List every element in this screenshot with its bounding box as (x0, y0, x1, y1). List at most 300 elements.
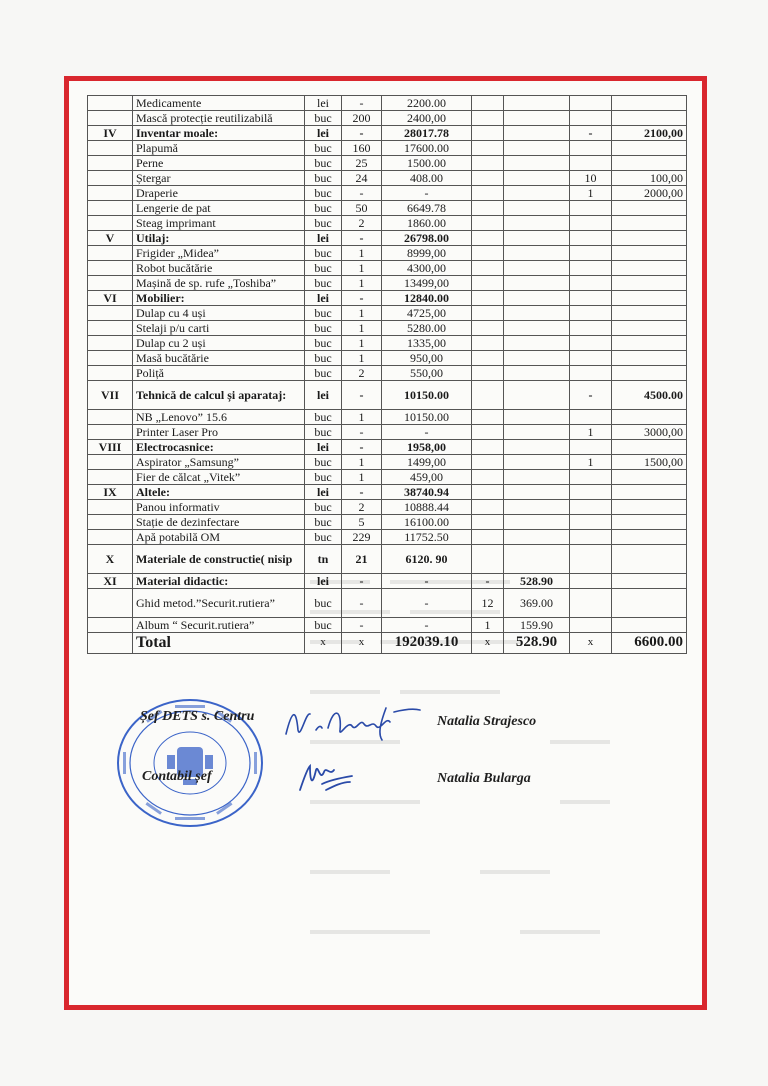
cell-c5 (472, 186, 504, 201)
director-signature (282, 700, 422, 746)
total-row (88, 633, 687, 654)
total-c5: x (472, 633, 504, 654)
cell-c7 (570, 291, 612, 306)
cell-c8 (612, 500, 687, 515)
cell-c6 (504, 171, 570, 186)
table-row (88, 201, 687, 216)
cell-nr (88, 351, 133, 366)
table-row (88, 618, 687, 633)
cell-sum: 2200.00 (382, 96, 472, 111)
cell-c6 (504, 381, 570, 410)
total-unit_mark: x (305, 633, 342, 654)
cell-unit: lei (305, 126, 342, 141)
cell-sum: 17600.00 (382, 141, 472, 156)
cell-c6 (504, 306, 570, 321)
table-row (88, 126, 687, 141)
cell-name: Dulap cu 2 uși (133, 336, 305, 351)
cell-c7 (570, 351, 612, 366)
cell-c7: - (570, 126, 612, 141)
table-row (88, 186, 687, 201)
cell-qty: 1 (342, 455, 382, 470)
cell-qty: - (342, 96, 382, 111)
cell-c8 (612, 111, 687, 126)
cell-c5 (472, 351, 504, 366)
cell-name: Utilaj: (133, 231, 305, 246)
cell-sum: 12840.00 (382, 291, 472, 306)
cell-c5 (472, 231, 504, 246)
cell-nr (88, 156, 133, 171)
cell-name: Perne (133, 156, 305, 171)
cell-qty: 1 (342, 276, 382, 291)
table-row (88, 574, 687, 589)
cell-c6: 369.00 (504, 589, 570, 618)
cell-sum: 6649.78 (382, 201, 472, 216)
cell-name: Medicamente (133, 96, 305, 111)
cell-c8: 2100,00 (612, 126, 687, 141)
cell-unit: lei (305, 291, 342, 306)
cell-unit: buc (305, 500, 342, 515)
cell-c6 (504, 440, 570, 455)
cell-c8: 3000,00 (612, 425, 687, 440)
cell-unit: lei (305, 96, 342, 111)
cell-name: Robot bucătărie (133, 261, 305, 276)
cell-nr (88, 321, 133, 336)
cell-c7: 1 (570, 425, 612, 440)
cell-c8 (612, 440, 687, 455)
cell-c8 (612, 276, 687, 291)
cell-qty: - (342, 381, 382, 410)
cell-c5 (472, 201, 504, 216)
table-row (88, 321, 687, 336)
cell-c7 (570, 515, 612, 530)
cell-nr (88, 261, 133, 276)
cell-qty: 1 (342, 351, 382, 366)
cell-sum: 5280.00 (382, 321, 472, 336)
table-row (88, 171, 687, 186)
cell-c7 (570, 500, 612, 515)
cell-c8 (612, 216, 687, 231)
cell-c8 (612, 336, 687, 351)
table-row (88, 381, 687, 410)
cell-c5 (472, 156, 504, 171)
cell-c8 (612, 530, 687, 545)
cell-c8 (612, 306, 687, 321)
cell-c6 (504, 545, 570, 574)
cell-c5 (472, 425, 504, 440)
cell-c8 (612, 321, 687, 336)
cell-c5 (472, 216, 504, 231)
cell-qty: - (342, 231, 382, 246)
cell-c7 (570, 321, 612, 336)
total-label: Total (133, 633, 305, 654)
cell-c7 (570, 618, 612, 633)
cell-nr: VIII (88, 440, 133, 455)
cell-nr (88, 276, 133, 291)
cell-c7 (570, 589, 612, 618)
cell-c7 (570, 216, 612, 231)
cell-unit: buc (305, 425, 342, 440)
table-row (88, 500, 687, 515)
cell-qty: 2 (342, 366, 382, 381)
cell-name: Mobilier: (133, 291, 305, 306)
cell-unit: buc (305, 186, 342, 201)
cell-nr: X (88, 545, 133, 574)
cell-sum: - (382, 589, 472, 618)
cell-qty: 200 (342, 111, 382, 126)
table-row (88, 246, 687, 261)
cell-unit: lei (305, 231, 342, 246)
cell-unit: buc (305, 216, 342, 231)
cell-name: NB „Lenovo” 15.6 (133, 410, 305, 425)
cell-c8 (612, 291, 687, 306)
cell-qty: - (342, 618, 382, 633)
cell-c7 (570, 336, 612, 351)
cell-name: Stelaji p/u carti (133, 321, 305, 336)
cell-nr (88, 530, 133, 545)
cell-c7 (570, 470, 612, 485)
cell-name: Tehnică de calcul și aparataj: (133, 381, 305, 410)
inventory-table (87, 95, 687, 654)
cell-qty: - (342, 186, 382, 201)
cell-unit: buc (305, 246, 342, 261)
cell-nr (88, 216, 133, 231)
cell-c6 (504, 351, 570, 366)
cell-name: Draperie (133, 186, 305, 201)
cell-c6 (504, 515, 570, 530)
cell-sum: 8999,00 (382, 246, 472, 261)
cell-qty: 1 (342, 306, 382, 321)
cell-qty: 25 (342, 156, 382, 171)
cell-c6 (504, 455, 570, 470)
cell-name: Panou informativ (133, 500, 305, 515)
cell-nr (88, 455, 133, 470)
table-row (88, 515, 687, 530)
cell-c6: 159.90 (504, 618, 570, 633)
cell-sum: 6120. 90 (382, 545, 472, 574)
cell-c5 (472, 381, 504, 410)
cell-c8 (612, 261, 687, 276)
cell-qty: 1 (342, 261, 382, 276)
cell-sum: 16100.00 (382, 515, 472, 530)
cell-c5 (472, 321, 504, 336)
cell-c5: - (472, 574, 504, 589)
cell-c6 (504, 336, 570, 351)
cell-c8: 100,00 (612, 171, 687, 186)
cell-sum: 4725,00 (382, 306, 472, 321)
table-row (88, 530, 687, 545)
cell-c8 (612, 96, 687, 111)
cell-c7 (570, 276, 612, 291)
cell-unit: buc (305, 171, 342, 186)
table-row (88, 291, 687, 306)
table-row (88, 545, 687, 574)
cell-c5 (472, 455, 504, 470)
cell-qty: 1 (342, 321, 382, 336)
cell-sum: 1499,00 (382, 455, 472, 470)
cell-name: Dulap cu 4 uși (133, 306, 305, 321)
cell-nr: VI (88, 291, 133, 306)
cell-c6 (504, 126, 570, 141)
cell-name: Ghid metod.”Securit.rutiera” (133, 589, 305, 618)
cell-name: Fier de călcat „Vitek” (133, 470, 305, 485)
cell-unit: buc (305, 156, 342, 171)
cell-c6 (504, 530, 570, 545)
cell-name: Electrocasnice: (133, 440, 305, 455)
cell-c6 (504, 246, 570, 261)
cell-c6 (504, 425, 570, 440)
cell-qty: - (342, 589, 382, 618)
cell-sum: - (382, 186, 472, 201)
cell-c8 (612, 156, 687, 171)
cell-sum: 11752.50 (382, 530, 472, 545)
accountant-name: Natalia Bularga (437, 771, 531, 786)
cell-c8 (612, 246, 687, 261)
cell-nr (88, 306, 133, 321)
cell-nr: IV (88, 126, 133, 141)
cell-unit: buc (305, 336, 342, 351)
accountant-signature (296, 760, 356, 796)
cell-sum: 408.00 (382, 171, 472, 186)
cell-c7: 1 (570, 186, 612, 201)
director-name: Natalia Strajesco (437, 714, 537, 729)
cell-c5 (472, 530, 504, 545)
cell-c5 (472, 470, 504, 485)
cell-c6 (504, 366, 570, 381)
cell-c8 (612, 574, 687, 589)
cell-c6 (504, 141, 570, 156)
cell-c6 (504, 96, 570, 111)
cell-sum: 4300,00 (382, 261, 472, 276)
table-row (88, 470, 687, 485)
cell-c7 (570, 440, 612, 455)
accountant-title: Contabil șef (142, 769, 212, 784)
cell-unit: buc (305, 306, 342, 321)
cell-c7: - (570, 381, 612, 410)
cell-unit: buc (305, 111, 342, 126)
table-row (88, 96, 687, 111)
cell-name: Album “ Securit.rutiera” (133, 618, 305, 633)
total-nr (88, 633, 133, 654)
cell-unit: buc (305, 530, 342, 545)
cell-c6 (504, 410, 570, 425)
cell-nr: VII (88, 381, 133, 410)
cell-c7 (570, 231, 612, 246)
cell-c8 (612, 515, 687, 530)
total-qty_mark: x (342, 633, 382, 654)
cell-unit: buc (305, 589, 342, 618)
cell-nr (88, 111, 133, 126)
table-row (88, 351, 687, 366)
table-row (88, 156, 687, 171)
cell-name: Masă bucătărie (133, 351, 305, 366)
cell-unit: tn (305, 545, 342, 574)
cell-unit: buc (305, 321, 342, 336)
table-row (88, 425, 687, 440)
cell-name: Frigider „Midea” (133, 246, 305, 261)
cell-sum: 28017.78 (382, 126, 472, 141)
cell-c6 (504, 500, 570, 515)
table-row (88, 276, 687, 291)
table-row (88, 306, 687, 321)
cell-unit: buc (305, 515, 342, 530)
cell-c8 (612, 589, 687, 618)
cell-nr (88, 246, 133, 261)
cell-qty: 50 (342, 201, 382, 216)
cell-c8: 2000,00 (612, 186, 687, 201)
cell-c7 (570, 574, 612, 589)
cell-sum: - (382, 574, 472, 589)
cell-qty: 21 (342, 545, 382, 574)
cell-nr (88, 186, 133, 201)
cell-c8 (612, 351, 687, 366)
cell-nr (88, 410, 133, 425)
cell-nr (88, 515, 133, 530)
cell-c8 (612, 410, 687, 425)
cell-c6 (504, 201, 570, 216)
cell-c8 (612, 485, 687, 500)
cell-c8: 1500,00 (612, 455, 687, 470)
cell-c7 (570, 96, 612, 111)
cell-c6 (504, 276, 570, 291)
cell-c5 (472, 96, 504, 111)
total-c7: x (570, 633, 612, 654)
cell-c7 (570, 530, 612, 545)
cell-c6 (504, 231, 570, 246)
cell-c5 (472, 410, 504, 425)
cell-unit: buc (305, 351, 342, 366)
cell-c7: 10 (570, 171, 612, 186)
cell-c5 (472, 246, 504, 261)
cell-c7 (570, 141, 612, 156)
cell-c7 (570, 201, 612, 216)
cell-c6 (504, 156, 570, 171)
table-row (88, 216, 687, 231)
cell-unit: buc (305, 410, 342, 425)
cell-c7 (570, 545, 612, 574)
cell-name: Ștergar (133, 171, 305, 186)
cell-unit: lei (305, 381, 342, 410)
cell-c7 (570, 410, 612, 425)
cell-c5: 12 (472, 589, 504, 618)
cell-qty: - (342, 440, 382, 455)
cell-c5 (472, 126, 504, 141)
cell-c5 (472, 515, 504, 530)
cell-nr (88, 366, 133, 381)
cell-c6 (504, 291, 570, 306)
cell-nr (88, 141, 133, 156)
cell-nr (88, 589, 133, 618)
cell-nr (88, 336, 133, 351)
cell-c7 (570, 156, 612, 171)
director-title: Șef DETS s. Centru (140, 709, 255, 724)
cell-c7 (570, 306, 612, 321)
total-c6: 528.90 (504, 633, 570, 654)
cell-qty: 2 (342, 216, 382, 231)
cell-unit: buc (305, 261, 342, 276)
cell-name: Mașină de sp. rufe „Toshiba” (133, 276, 305, 291)
cell-nr (88, 425, 133, 440)
cell-nr (88, 618, 133, 633)
cell-sum: 1860.00 (382, 216, 472, 231)
cell-c8 (612, 366, 687, 381)
cell-sum: 1500.00 (382, 156, 472, 171)
cell-unit: buc (305, 618, 342, 633)
cell-name: Poliță (133, 366, 305, 381)
cell-unit: lei (305, 485, 342, 500)
cell-qty: 24 (342, 171, 382, 186)
cell-c5 (472, 336, 504, 351)
cell-c5: 1 (472, 618, 504, 633)
cell-sum: 2400,00 (382, 111, 472, 126)
cell-c7 (570, 261, 612, 276)
cell-nr: V (88, 231, 133, 246)
cell-name: Material didactic: (133, 574, 305, 589)
cell-nr (88, 470, 133, 485)
cell-qty: 1 (342, 410, 382, 425)
table-row (88, 589, 687, 618)
cell-c6 (504, 321, 570, 336)
cell-c8 (612, 141, 687, 156)
table-row (88, 111, 687, 126)
cell-sum: 459,00 (382, 470, 472, 485)
table-row (88, 440, 687, 455)
cell-unit: lei (305, 574, 342, 589)
total-sum: 192039.10 (382, 633, 472, 654)
cell-qty: 5 (342, 515, 382, 530)
total-c8: 6600.00 (612, 633, 687, 654)
cell-c5 (472, 276, 504, 291)
cell-qty: - (342, 291, 382, 306)
cell-c5 (472, 111, 504, 126)
cell-qty: 229 (342, 530, 382, 545)
cell-unit: buc (305, 201, 342, 216)
cell-qty: 160 (342, 141, 382, 156)
cell-unit: buc (305, 470, 342, 485)
cell-nr (88, 500, 133, 515)
cell-name: Apă potabilă OM (133, 530, 305, 545)
cell-c6 (504, 111, 570, 126)
cell-name: Altele: (133, 485, 305, 500)
cell-nr: XI (88, 574, 133, 589)
cell-sum: 1958,00 (382, 440, 472, 455)
cell-sum: 38740.94 (382, 485, 472, 500)
cell-name: Plapumă (133, 141, 305, 156)
cell-c5 (472, 366, 504, 381)
cell-c8 (612, 618, 687, 633)
cell-c8 (612, 201, 687, 216)
table-row (88, 231, 687, 246)
cell-qty: - (342, 126, 382, 141)
table-row (88, 410, 687, 425)
table-row (88, 455, 687, 470)
cell-nr (88, 96, 133, 111)
cell-c7 (570, 246, 612, 261)
cell-name: Printer Laser Pro (133, 425, 305, 440)
cell-unit: buc (305, 276, 342, 291)
cell-c5 (472, 306, 504, 321)
cell-c6 (504, 470, 570, 485)
cell-c6 (504, 485, 570, 500)
cell-c8: 4500.00 (612, 381, 687, 410)
cell-sum: 550,00 (382, 366, 472, 381)
cell-sum: 10150.00 (382, 410, 472, 425)
cell-name: Lengerie de pat (133, 201, 305, 216)
cell-nr (88, 171, 133, 186)
cell-sum: - (382, 618, 472, 633)
cell-unit: buc (305, 366, 342, 381)
cell-c6 (504, 261, 570, 276)
cell-c5 (472, 500, 504, 515)
